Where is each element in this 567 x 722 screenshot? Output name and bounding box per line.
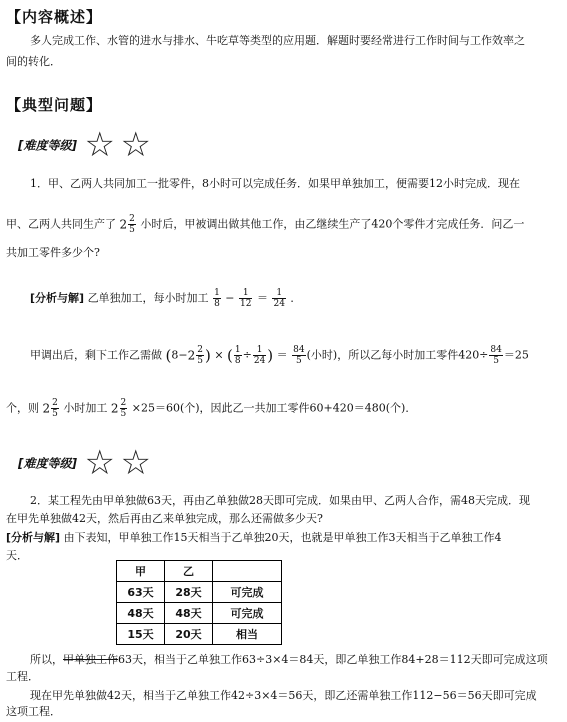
denominator: 5 xyxy=(129,225,135,235)
table-cell: 15天 xyxy=(117,624,165,645)
table-cell: 可完成 xyxy=(213,582,282,603)
whole: 2 xyxy=(42,401,51,416)
table-cell: 63天 xyxy=(117,582,165,603)
denominator: 8 xyxy=(214,299,220,309)
difficulty-rating-1 xyxy=(18,125,151,165)
denominator: 24 xyxy=(273,299,285,309)
numerator: 1 xyxy=(234,345,241,355)
analysis-1-line-1 xyxy=(30,288,301,309)
table-cell: 可完成 xyxy=(213,603,282,624)
problem-1-line-1: 1．甲、乙两人共同加工一批零件，8小时可以完成任务．如果甲单独加工，便需要12小时完成．现在 xyxy=(30,177,520,190)
table-header-row xyxy=(117,561,282,582)
analysis-2-line-2: 天． xyxy=(6,549,28,562)
paren: ( xyxy=(165,346,172,365)
whole: 2 xyxy=(110,401,119,416)
difficulty-rating-2 xyxy=(18,443,151,483)
numerator: 2 xyxy=(52,398,58,408)
minus-sign: − xyxy=(178,348,188,362)
fraction xyxy=(253,345,266,366)
table-header: 甲 xyxy=(117,561,165,582)
mixed-number xyxy=(120,214,137,235)
work-comparison-table xyxy=(116,560,282,645)
analysis-1-line-2 xyxy=(30,345,529,366)
text: ×25＝60(个)，因此乙一共加工零件60+420＝480(个)． xyxy=(131,401,417,415)
analysis-2-line-1 xyxy=(6,528,502,548)
overview-line-2: 间的转化． xyxy=(6,55,61,68)
table-header xyxy=(213,561,282,582)
numerator: 1 xyxy=(239,288,252,299)
star-icon: ☆ xyxy=(120,443,151,483)
numerator: 84 xyxy=(490,345,502,355)
paren: ( xyxy=(227,346,233,365)
numerator: 84 xyxy=(293,345,305,355)
fraction xyxy=(292,345,305,366)
text: 乙单独加工，每小时加工 xyxy=(87,291,209,305)
star-icon: ☆ xyxy=(84,443,115,483)
numerator: 1 xyxy=(253,345,266,356)
denominator: 5 xyxy=(197,356,203,366)
fraction xyxy=(489,345,502,366)
numerator: 1 xyxy=(272,288,285,299)
fraction xyxy=(272,288,285,309)
struck-text: 甲单独工作 xyxy=(63,653,118,666)
table-cell: 28天 xyxy=(165,582,213,603)
star-icon: ☆ xyxy=(120,125,151,165)
text: 由下表知，甲单独工作15天相当于乙单独20天，也就是甲单独工作3天相当于乙单独工作4 xyxy=(63,531,502,544)
problem-2-line-1: 2．某工程先由甲单独做63天，再由乙单独做28天即可完成．如果由甲、乙两人合作，需48天完成．现 xyxy=(30,494,530,507)
text: 所以， xyxy=(30,653,63,666)
table-header: 乙 xyxy=(165,561,213,582)
text: (小时)，所以乙每小时加工零件420÷ xyxy=(306,348,489,362)
text: 63天，相当于乙单独工作63÷3×4＝84天，即乙单独工作84+28＝112天即可完成这项 xyxy=(118,653,548,666)
number: 8 xyxy=(171,348,179,362)
text: 甲、乙两人共同生产了 xyxy=(6,217,116,231)
text: 个，则 xyxy=(6,401,39,415)
conclusion-line-2: 工程． xyxy=(6,670,39,683)
paren: ) xyxy=(267,346,274,365)
equals-sign: ＝ xyxy=(256,291,268,305)
table-cell: 48天 xyxy=(165,603,213,624)
difficulty-label: [难度等级] xyxy=(18,138,77,153)
whole: 2 xyxy=(187,348,196,363)
analysis-1-line-3 xyxy=(6,398,416,419)
numerator: 2 xyxy=(129,214,135,224)
conclusion-line-4: 这项工程． xyxy=(6,705,61,718)
problem-1-line-3: 共加工零件多少个? xyxy=(6,246,100,259)
denominator: 12 xyxy=(240,299,252,309)
fraction xyxy=(239,288,252,309)
mixed-number xyxy=(188,345,205,366)
analysis-label: [分析与解] xyxy=(6,531,61,544)
mixed-number xyxy=(111,398,128,419)
table-cell: 48天 xyxy=(117,603,165,624)
fraction xyxy=(234,345,242,366)
denominator: 8 xyxy=(234,356,241,366)
conclusion-line-3: 现在甲先单独做42天，相当于乙单独工作42÷3×4＝56天，即乙还需单独工作112−56＝56天即可完成 xyxy=(30,689,537,702)
text: ＝25 xyxy=(503,348,529,362)
numerator: 2 xyxy=(197,345,203,355)
paren: ) xyxy=(204,346,211,365)
denominator: 24 xyxy=(253,356,266,366)
denominator: 5 xyxy=(296,356,302,366)
times-sign: × xyxy=(214,348,224,362)
numerator: 2 xyxy=(120,398,127,408)
problem-1-line-2 xyxy=(6,214,524,235)
table-row xyxy=(117,603,282,624)
table-row xyxy=(117,624,282,645)
denominator: 5 xyxy=(493,356,499,366)
text: 甲调出后，剩下工作乙需做 xyxy=(30,348,162,362)
fraction xyxy=(213,288,221,309)
divide-sign: ÷ xyxy=(242,348,252,362)
star-icon: ☆ xyxy=(84,125,115,165)
equals-sign: ＝ xyxy=(276,348,288,362)
analysis-label: [分析与解] xyxy=(30,291,85,305)
problems-heading: 【典型问题】 xyxy=(6,96,103,114)
problem-2-line-2: 在甲先单独做42天，然后再由乙来单独完成，那么还需做多少天? xyxy=(6,512,323,525)
table-cell: 相当 xyxy=(213,624,282,645)
text: 小时后，甲被调出做其他工作，由乙继续生产了420个零件才完成任务．问乙一 xyxy=(140,217,525,231)
mixed-number xyxy=(43,398,60,419)
whole: 2 xyxy=(119,217,128,232)
table-cell: 20天 xyxy=(165,624,213,645)
denominator: 5 xyxy=(120,409,127,419)
text: 小时加工 xyxy=(63,401,108,415)
minus-sign: − xyxy=(225,291,235,305)
conclusion-line-1 xyxy=(30,650,548,670)
table-row xyxy=(117,582,282,603)
denominator: 5 xyxy=(52,409,58,419)
overview-line-1: 多人完成工作、水管的进水与排水、牛吃草等类型的应用题．解题时要经常进行工作时间与工作效率之 xyxy=(30,34,525,47)
numerator: 1 xyxy=(214,288,220,298)
difficulty-label: [难度等级] xyxy=(18,456,77,471)
overview-heading: 【内容概述】 xyxy=(6,8,103,26)
period: ． xyxy=(290,291,302,305)
